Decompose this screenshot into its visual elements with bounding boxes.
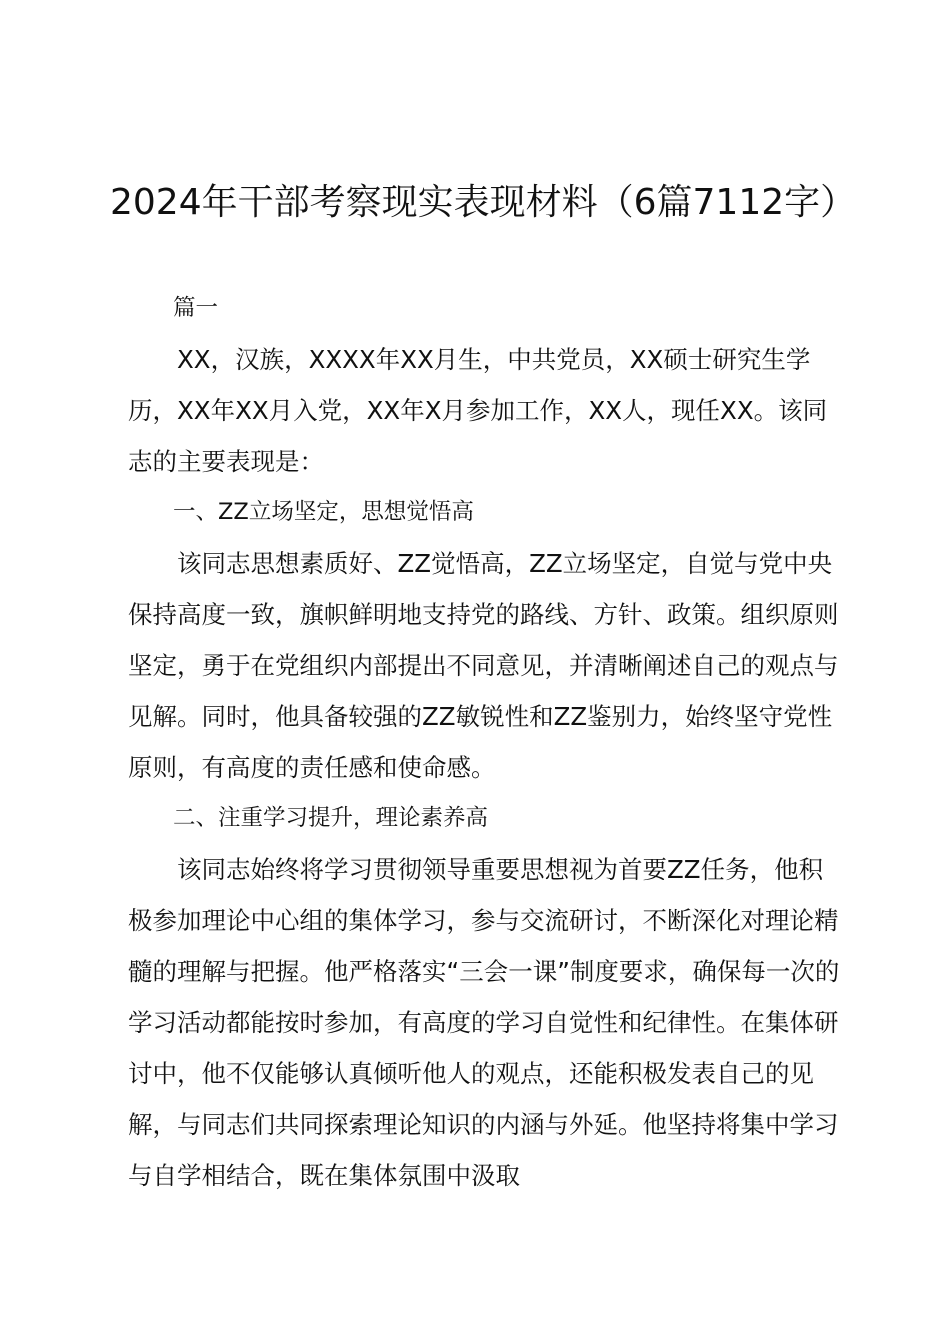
section-heading-1: 一、ZZ立场坚定，思想觉悟高 bbox=[173, 499, 474, 525]
section-heading-2: 二、注重学习提升，理论素养高 bbox=[173, 805, 489, 831]
section-label: 篇一 bbox=[173, 295, 219, 321]
document-title: 2024年干部考察现实表现材料（6篇7112字） bbox=[110, 182, 857, 223]
paragraph-1: 该同志思想素质好、ZZ觉悟高，ZZ立场坚定，自觉与党中央保持高度一致，旗帜鲜明地支持党的路线、方针、政策。组织原则坚定，勇于在党组织内部提出不同意见，并清晰阐述自己的观点与见解。同时，他具备较强的ZZ敏锐性和ZZ鉴别力，始终坚守党性原则，有高度的责任感和使命感。 bbox=[128, 549, 839, 782]
intro-paragraph: XX，汉族，XXXX年XX月生，中共党员，XX硕士研究生学历，XX年XX月入党，XX年X月参加工作，XX人，现任XX。该同志的主要表现是： bbox=[128, 345, 828, 476]
document-body bbox=[128, 283, 840, 1201]
paragraph-2: 该同志始终将学习贯彻领导重要思想视为首要ZZ任务，他积极参加理论中心组的集体学习，参与交流研讨，不断深化对理论精髓的理解与把握。他严格落实“三会一课”制度要求，确保每一次的学习活动都能按时参加，有高度的学习自觉性和纪律性。在集体研讨中，他不仅能够认真倾听他人的观点，还能积极发表自己的见解，与同志们共同探索理论知识的内涵与外延。他坚持将集中学习与自学相结合，既在集体氛围中汲取 bbox=[128, 855, 840, 1190]
